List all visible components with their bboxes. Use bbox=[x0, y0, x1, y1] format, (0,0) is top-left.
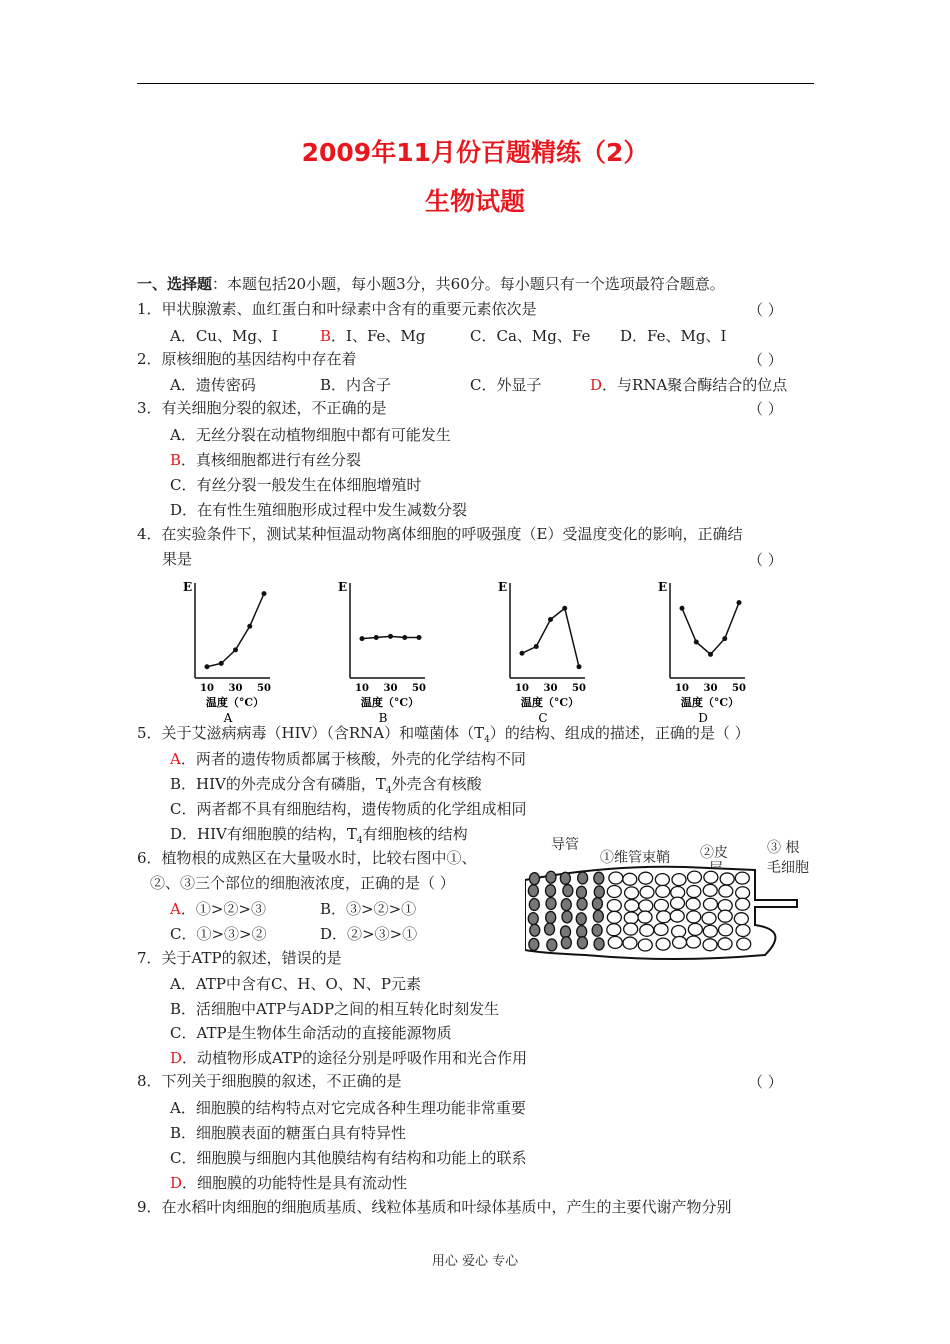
root-cell bbox=[640, 924, 654, 936]
root-cell bbox=[686, 898, 700, 910]
q5-option-a: A．两者的遗传物质都属于核酸，外壳的化学结构不同 bbox=[170, 750, 526, 768]
root-cell bbox=[687, 885, 701, 897]
root-cell bbox=[686, 936, 700, 948]
root-cell bbox=[560, 872, 570, 884]
q1-option-b: B．I、Fe、Mg bbox=[320, 327, 426, 345]
root-cell bbox=[528, 885, 538, 897]
root-cell bbox=[528, 913, 538, 925]
root-cell bbox=[594, 886, 604, 898]
chart-data-point bbox=[534, 644, 539, 649]
root-cell bbox=[563, 885, 573, 897]
q2-option-c: C．外显子 bbox=[470, 376, 542, 394]
chart-tick-label: 50 bbox=[572, 683, 586, 694]
root-cell bbox=[671, 897, 685, 909]
page-title: 2009年11月份百题精练（2） bbox=[301, 138, 649, 167]
root-cell bbox=[703, 884, 717, 896]
root-cell bbox=[545, 885, 555, 897]
root-cell bbox=[562, 911, 572, 923]
root-cell bbox=[577, 937, 587, 949]
chart-tick-label: 50 bbox=[732, 683, 746, 694]
q2-option-d: D．与RNA聚合酶结合的位点 bbox=[590, 376, 788, 394]
chart-data-point bbox=[374, 635, 379, 640]
question-6-stem: 6．植物根的成熟区在大量吸水时，比较右图中①、 bbox=[137, 849, 477, 867]
chart-tick-label: 50 bbox=[257, 683, 271, 694]
q7-option-a: A．ATP中含有C、H、O、N、P元素 bbox=[170, 975, 422, 993]
root-cell bbox=[735, 872, 749, 884]
root-cell bbox=[737, 938, 751, 950]
chart-y-label: E bbox=[183, 580, 193, 594]
chart-panel-label: D bbox=[698, 711, 708, 725]
fig-label-sheath: ①维管束鞘 bbox=[600, 850, 670, 866]
chart-data-point bbox=[708, 652, 713, 657]
answer-paren: （ ） bbox=[748, 400, 783, 418]
chart-data-point bbox=[562, 606, 567, 611]
root-cell bbox=[654, 899, 668, 911]
root-cell bbox=[576, 886, 586, 898]
root-cell bbox=[607, 924, 621, 936]
q3-option-b: B．真核细胞都进行有丝分裂 bbox=[170, 451, 362, 469]
root-cell bbox=[545, 923, 555, 935]
root-cell bbox=[638, 939, 652, 951]
chart-data-point bbox=[388, 634, 393, 639]
chart-data-point bbox=[417, 635, 422, 640]
root-cell bbox=[703, 939, 717, 951]
root-cell bbox=[594, 872, 604, 884]
root-cell bbox=[529, 938, 539, 950]
q6-option-a: A．①>②>③ bbox=[170, 900, 266, 918]
q1-option-a: A．Cu、Mg、I bbox=[170, 327, 278, 345]
root-cell bbox=[639, 872, 653, 884]
chart-tick-label: 10 bbox=[675, 683, 689, 694]
root-cell bbox=[720, 873, 734, 885]
answer-paren: （ ） bbox=[748, 351, 783, 369]
question-9-stem: 9．在水稻叶肉细胞的细胞质基质、线粒体基质和叶绿体基质中，产生的主要代谢产物分别 bbox=[137, 1198, 732, 1216]
chart-x-label: 温度（°C） bbox=[520, 696, 580, 709]
chart-y-label: E bbox=[498, 580, 508, 594]
root-cell bbox=[625, 887, 639, 899]
q3-option-c: C．有丝分裂一般发生在体细胞增殖时 bbox=[170, 476, 422, 494]
root-cell bbox=[640, 886, 654, 898]
question-5-stem: 5．关于艾滋病病毒（HIV）（含RNA）和噬菌体$(T_4)$的结构、组成的描述，正确的是（ ） bbox=[137, 724, 750, 745]
chart-tick-label: 30 bbox=[543, 683, 558, 694]
chart-data-point bbox=[548, 617, 553, 622]
chart-y-label: E bbox=[658, 580, 668, 594]
page-footer: 用心 爱心 专心 bbox=[431, 1254, 519, 1269]
chart-data-point bbox=[262, 591, 267, 596]
question-1-stem: 1．甲状腺激素、血红蛋白和叶绿素中含有的重要元素依次是 bbox=[137, 300, 537, 318]
page-subtitle: 生物试题 bbox=[424, 187, 525, 216]
question-8-stem: 8．下列关于细胞膜的叙述，不正确的是 bbox=[137, 1072, 402, 1090]
q8-option-b: B．细胞膜表面的糖蛋白具有特异性 bbox=[170, 1124, 407, 1142]
chart-data-point bbox=[520, 651, 525, 656]
root-cell bbox=[594, 938, 604, 950]
chart-x-label: 温度（°C） bbox=[360, 696, 420, 709]
root-cell bbox=[609, 872, 623, 884]
q7-option-b: B．活细胞中ATP与ADP之间的相互转化时刻发生 bbox=[170, 1000, 500, 1018]
chart-x-label: 温度（°C） bbox=[680, 696, 740, 709]
q4-charts bbox=[150, 570, 770, 725]
q3-option-d: D．在有性生殖细胞形成过程中发生减数分裂 bbox=[170, 501, 468, 519]
section-label: 一、选择题 bbox=[137, 275, 213, 293]
q8-option-c: C．细胞膜与细胞内其他膜结构有结构和功能上的联系 bbox=[170, 1149, 527, 1167]
question-4-stem-cont: 果是 bbox=[162, 550, 193, 568]
root-cell bbox=[546, 911, 556, 923]
fig-label-vessel: 导管 bbox=[551, 837, 579, 853]
q6-option-d: D．②>③>① bbox=[320, 925, 418, 943]
root-cell bbox=[593, 910, 603, 922]
q1-option-d: D．Fe、Mg、I bbox=[620, 327, 727, 345]
chart-tick-label: 10 bbox=[515, 683, 529, 694]
root-cell bbox=[703, 925, 717, 937]
root-cell bbox=[734, 913, 748, 925]
root-cell bbox=[561, 899, 571, 911]
fig-label-cortex: ②皮 bbox=[700, 845, 728, 861]
root-cell bbox=[608, 936, 622, 948]
root-cell bbox=[624, 912, 638, 924]
root-cell bbox=[561, 937, 571, 949]
chart-y-label: E bbox=[338, 580, 348, 594]
root-cell bbox=[546, 897, 556, 909]
q3-option-a: A．无丝分裂在动植物细胞中都有可能发生 bbox=[170, 426, 451, 444]
chart-data-point bbox=[577, 664, 582, 669]
root-cell bbox=[547, 939, 557, 951]
section-header bbox=[137, 274, 725, 294]
root-cell bbox=[736, 898, 750, 910]
chart-panel-label: A bbox=[223, 711, 233, 725]
root-cell bbox=[576, 913, 586, 925]
root-cell bbox=[592, 898, 602, 910]
root-cell bbox=[578, 872, 588, 884]
q1-option-c: C．Ca、Mg、Fe bbox=[470, 327, 591, 345]
answer-paren: （ ） bbox=[748, 551, 783, 569]
question-2-stem: 2．原核细胞的基因结构中存在着 bbox=[137, 350, 357, 368]
chart-tick-label: 30 bbox=[383, 683, 398, 694]
q5-option-d: D．HIV有细胞膜的结构，$T_4$有细胞核的结构 bbox=[170, 825, 468, 846]
chart-data-point bbox=[694, 640, 699, 645]
chart-tick-label: 30 bbox=[228, 683, 243, 694]
answer-paren: （ ） bbox=[748, 1073, 783, 1091]
root-cell bbox=[703, 898, 717, 910]
question-7-stem: 7．关于ATP的叙述，错误的是 bbox=[137, 949, 342, 967]
chart-series-line bbox=[207, 594, 264, 667]
root-cell bbox=[529, 899, 539, 911]
root-cell bbox=[638, 911, 652, 923]
root-cell bbox=[639, 900, 653, 912]
root-cell bbox=[546, 871, 556, 883]
chart-data-point bbox=[233, 647, 238, 652]
chart-data-point bbox=[722, 636, 727, 641]
root-cell bbox=[577, 898, 587, 910]
root-cell bbox=[656, 938, 670, 950]
q8-option-a: A．细胞膜的结构特点对它完成各种生理功能非常重要 bbox=[170, 1099, 526, 1117]
root-cell bbox=[530, 924, 540, 936]
root-cell bbox=[624, 923, 638, 935]
root-cell bbox=[687, 911, 701, 923]
root-cell bbox=[577, 926, 587, 938]
fig-label-hair: ③ 根 bbox=[767, 840, 800, 856]
q2-option-a: A．遗传密码 bbox=[170, 376, 256, 394]
question-3-stem: 3．有关细胞分裂的叙述，不正确的是 bbox=[137, 399, 387, 417]
q2-option-b: B．内含子 bbox=[320, 376, 392, 394]
root-cell bbox=[719, 885, 733, 897]
root-cell bbox=[657, 911, 671, 923]
header-rule bbox=[137, 83, 814, 84]
root-cell bbox=[607, 885, 621, 897]
root-cell bbox=[736, 924, 750, 936]
chart-data-point bbox=[247, 624, 252, 629]
root-cell bbox=[718, 938, 732, 950]
root-cell bbox=[592, 924, 602, 936]
chart-series-line bbox=[682, 603, 739, 655]
chart-data-point bbox=[680, 606, 685, 611]
chart-tick-label: 10 bbox=[355, 683, 369, 694]
chart-panel-label: C bbox=[538, 711, 548, 725]
root-cell bbox=[623, 937, 637, 949]
root-cell bbox=[673, 936, 687, 948]
question-6-stem-cont: ②、③三个部位的细胞液浓度，正确的是（ ） bbox=[150, 874, 455, 892]
root-cell bbox=[656, 885, 670, 897]
root-cell bbox=[623, 873, 637, 885]
root-cell bbox=[607, 900, 621, 912]
root-cell bbox=[687, 871, 701, 883]
q6-option-c: C．①>③>② bbox=[170, 925, 267, 943]
q5-option-c: C．两者都不具有细胞结构，遗传物质的化学组成相同 bbox=[170, 800, 527, 818]
chart-tick-label: 10 bbox=[200, 683, 214, 694]
root-cell bbox=[654, 923, 668, 935]
chart-tick-label: 30 bbox=[703, 683, 718, 694]
root-cell bbox=[670, 910, 684, 922]
root-cell bbox=[719, 924, 733, 936]
root-cell bbox=[529, 873, 539, 885]
q6-option-b: B．③>②>① bbox=[320, 900, 417, 918]
chart-tick-label: 50 bbox=[412, 683, 426, 694]
root-cell bbox=[625, 900, 639, 912]
answer-paren: （ ） bbox=[748, 301, 783, 319]
root-cell bbox=[688, 923, 702, 935]
chart-data-point bbox=[219, 661, 224, 666]
chart-data-point bbox=[205, 664, 210, 669]
chart-panel-label: B bbox=[378, 711, 388, 725]
chart-data-point bbox=[360, 636, 365, 641]
q8-option-d: D．细胞膜的功能特性是具有流动性 bbox=[170, 1174, 408, 1192]
root-cell bbox=[672, 925, 686, 937]
root-cell bbox=[704, 871, 718, 883]
root-cell bbox=[736, 887, 750, 899]
q5-option-b: B．HIV的外壳成分含有磷脂，$T_4$外壳含有核酸 bbox=[170, 775, 482, 796]
root-cell bbox=[718, 910, 732, 922]
q7-option-c: C．ATP是生物体生命活动的直接能源物质 bbox=[170, 1024, 452, 1042]
root-cell bbox=[607, 911, 621, 923]
root-cross-section-figure bbox=[525, 845, 815, 970]
root-cell bbox=[655, 874, 669, 886]
question-4-stem: 4．在实验条件下，测试某种恒温动物离体细胞的呼吸强度（E）受温度变化的影响，正确结 bbox=[137, 525, 743, 543]
root-cell bbox=[702, 912, 716, 924]
chart-x-label: 温度（°C） bbox=[205, 696, 265, 709]
section-desc: ：本题包括20小题，每小题3分，共60分。每小题只有一个选项最符合题意。 bbox=[212, 275, 725, 293]
fig-label-hair-2: 毛细胞 bbox=[767, 860, 809, 876]
chart-data-point bbox=[737, 600, 742, 605]
root-cell bbox=[672, 874, 686, 886]
chart-data-point bbox=[402, 635, 407, 640]
q7-option-d: D．动植物形成ATP的途径分别是呼吸作用和光合作用 bbox=[170, 1049, 528, 1067]
